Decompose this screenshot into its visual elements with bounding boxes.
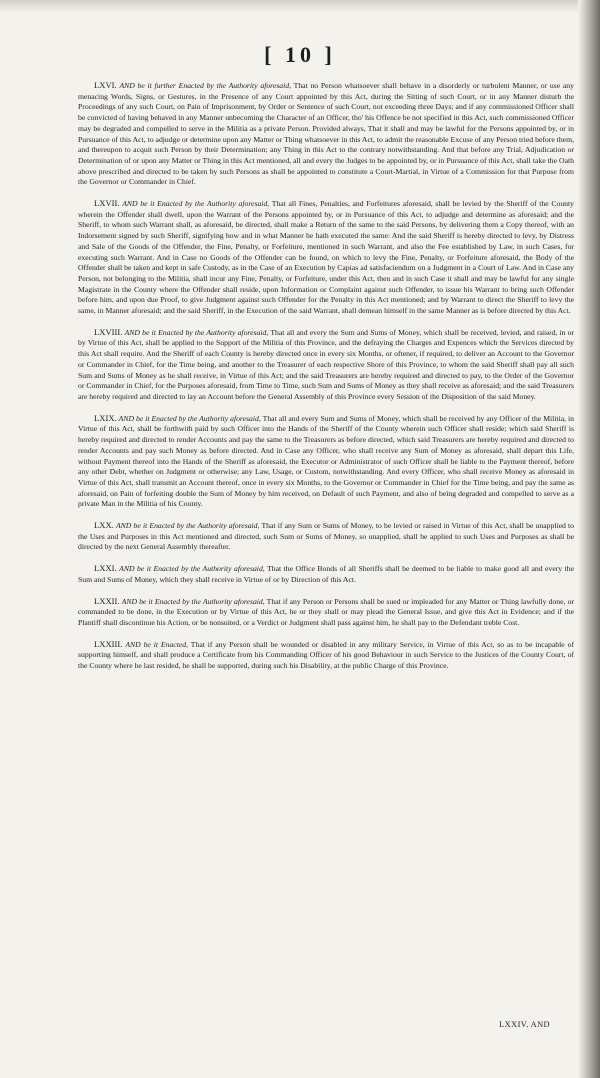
catchword: LXXIV. AND bbox=[499, 1020, 550, 1029]
scan-top-edge bbox=[0, 0, 600, 12]
section-number: LXVIII. bbox=[94, 326, 123, 337]
section-number: LXX. bbox=[94, 520, 114, 531]
section-text: That if any Person shall be wounded or disabled in any military Service, in Virtue of this Act, so as to be incapable of supporting himself, and shall produce a Certificate from his Commanding Officer of his good Behaviour in such Service to the Justices of the County Court, of the County where he last resided, he shall be supported, during such his Disability, at the public Charge of this Province. bbox=[78, 639, 574, 671]
enacting-formula: AND be it Enacted by the Authority aforesaid, bbox=[119, 564, 265, 574]
section-text: That all Fines, Penalties, and Forfeitures aforesaid, shall be levied by the Sheriff of the County wherein the Offender shall dwell, upon the Warrant of the Persons appointed by, or in Pursuance of this Act, to adjudge and determine as aforesaid; and the Sheriff, to whom such Warrant shall, as aforesaid, be directed, shall make a Return of the same to the said Persons, by delivering them a Copy thereof, with an Indorsement signed by such Sheriff, signifying how and in what Manner he hath executed the same: And the said Sheriff is hereby directed to levy, by Distress and Sale of the Goods of the Offender, the Fine, Penalty, or Forfeiture, mentioned in such Warrant, and also the Fee established by Law, in such Cases, for executing such Warrant. And in Case no Goods of the Offender can be found, on which to levy the Fine, Penalty, or Forfeiture aforesaid, the Body of the Offender shall be taken and kept in safe Custody, as in the Case of an Execution by Capias ad satisfaciendum on a Judgment in a Court of Law. And in Case any Person, not belonging to the Militia, shall incur any Fine, Penalty, or Forfeiture, under this Act, then and in such Case it shall and may be lawful for any single Magistrate in the County where the Offender shall reside, upon Information or Complaint against such Offender, to issue his Warrant to bring such Offender before him, and upon due Proof, to give Judgment against such Offender for the Penalty in this Act mentioned; and by Warrant to direct the Sheriff to levy the same, in Manner aforesaid; and the said Sheriff, in the Execution of the said Warrant, shall demean himself in the same Manner as is before directed by this Act. bbox=[78, 199, 574, 316]
section-lxxii bbox=[78, 596, 574, 629]
section-lxxiii bbox=[78, 639, 574, 672]
section-lxx bbox=[78, 520, 574, 553]
enacting-formula: AND be it Enacted by the Authority aforesaid, bbox=[115, 521, 260, 531]
section-number: LXIX. bbox=[94, 412, 117, 423]
section-number: LXXIII. bbox=[94, 638, 123, 649]
scan-binding-shadow bbox=[578, 0, 600, 1078]
page-number: [ 10 ] bbox=[264, 42, 336, 67]
section-number: LXXII. bbox=[94, 595, 120, 606]
enacting-formula: AND be it Enacted by the Authority aforesaid, bbox=[118, 413, 261, 423]
section-text: That if any Person or Persons shall be sued or impleaded for any Matter or Thing lawfully done, or commanded to be done, in the Execution or by Virtue of this Act, he or they shall or may plead the General Issue, and give this Act in Evidence; and if the Plantiff shall discontinue his Action, or be nonsuited, or a Verdict or Judgment shall pass against him, he shall pay to the Defendant treble Cost. bbox=[78, 596, 574, 627]
section-lxxi bbox=[78, 563, 574, 585]
section-number: LXXI. bbox=[94, 563, 117, 574]
section-number: LXVI. bbox=[94, 80, 117, 90]
section-lxvi bbox=[78, 80, 574, 188]
section-text: That the Office Bonds of all Sheriffs shall be deemed to be liable to make good all and every the Sum and Sums of Money, which they shall receive in Virtue of or by Direction of this Act. bbox=[78, 564, 574, 584]
enacting-formula: AND be it Enacted by the Authority aforesaid, bbox=[124, 327, 269, 337]
section-lxviii bbox=[78, 327, 574, 403]
section-text: That all and every the Sum and Sums of Money, which shall be received, levied, and raised, in or by Virtue of this Act, shall be applied to the Support of the Militia of this Province, and the defraying the Charges and Expences which the Services directed by this Act shall require. And the Sheriff of each County is hereby directed once in every six Months, or oftener, if required, to deliver an Account to the Governor or Commander in Chief, for the Time being, and another to the Treasurer of each respective Shore of this Province, to whom the said Sheriff shall pay all such Sum and Sums of Money as he shall receive, in Virtue of this Act; and the said Treasurers are hereby required and directed to pay, to the Order of the Governor or Commander in Chief, for the Purposes aforesaid, from Time to Time, such Sum and Sums of Money as they shall receive as aforesaid; and the said Treasurers are hereby required and directed to lay an Account before the General Assembly of this Province every Session of the Disposition of the said Money. bbox=[78, 327, 574, 401]
section-text: That if any Sum or Sums of Money, to be levied or raised in Virtue of this Act, shall be unapplied to the Uses and Purposes in this Act mentioned and directed, such Sum or Sums of Money, so unapplied, shall be applied to such Uses and Purposes as shall be directed by the next General Assembly thereafter. bbox=[78, 521, 574, 552]
section-text: That all and every Sum and Sums of Money, which shall be received by any Officer of the Militia, in Virtue of this Act, shall be forthwith paid by such Officer into the Hands of the Sheriff of the County wherein such Officer shall reside; which said Sheriff is hereby required and directed to render Accounts and pay the same to the Treasurers as before directed, which said Treasurers are hereby required and directed to render Accounts and pay such Money as before directed. And in Case any Officer, who shall receive any Sum of Money as aforesaid, shall depart this Life, without Payment thereof into the Hands of the Sheriff as aforesaid, the Executor or Administrator of such Officer shall be liable to the Payment thereof, before any other Debt, whether on Judgment or otherwise; any Law, Usage, or Custom, notwithstanding. And every Officer, who shall receive Money as aforesaid in Virtue of this Act, shall transmit an Account thereof, once in every six Months, to the Governor or Commander in Chief for the Time being, and pay the same as aforesaid, on Pain of forfeiting double the Sum of Money by him received, on Default of such Payment, and also of being degraded and compelled to serve as a private Man in the Militia of his County. bbox=[78, 413, 574, 509]
enacting-formula: AND be it Enacted by the Authority aforesaid, bbox=[122, 199, 270, 209]
enacting-formula: AND be it Enacted by the Authority aforesaid, bbox=[121, 596, 265, 606]
act-body bbox=[78, 80, 574, 1050]
section-lxix bbox=[78, 413, 574, 510]
section-lxvii bbox=[78, 198, 574, 317]
section-number: LXVII. bbox=[94, 198, 120, 209]
enacting-formula: AND be it Enacted, bbox=[125, 639, 189, 649]
enacting-formula: AND be it further Enacted by the Authority aforesaid, bbox=[119, 81, 292, 90]
section-text: That no Person whatsoever shall behave in a disorderly or turbulent Manner, or use any menacing Words, Signs, or Gestures, in the Presence of any Court appointed by this Act, during the Sitting of such Court, or in any Manner disturb the Proceedings of any such Court, on Pain of Imprisonment, by Order or Sentence of such Court, not exceeding three Days; and if any commissioned Officer shall be convicted of having behaved in any Manner unbecoming the Character of an Officer, tho' his Offence be not specified in this Act, such commissioned Officer may be degraded and compelled to serve in the Militia as a private Person. Provided always, That it shall and may be lawful for the Persons appointed by, or in Pursuance of this Act, to adjudge or determine upon any Matter or Thing whatsoever in this Act, to admit the reasonable Excuse of any Person tried before them, and thereupon to acquit such Person by their Determination; any Thing in this Act to the contrary notwithstanding. And that before any Trial, Adjudication or Determination of or upon any Matter or Thing in this Act mentioned, all and every the Judges to be appointed by, or in Pursuance of this Act, shall take the Oath above prescribed and directed to be taken by such Persons as shall be appointed to constitute a Court-Martial, in Virtue of a Commission for that Purpose from the Governor or Commander in Chief. bbox=[78, 81, 574, 187]
